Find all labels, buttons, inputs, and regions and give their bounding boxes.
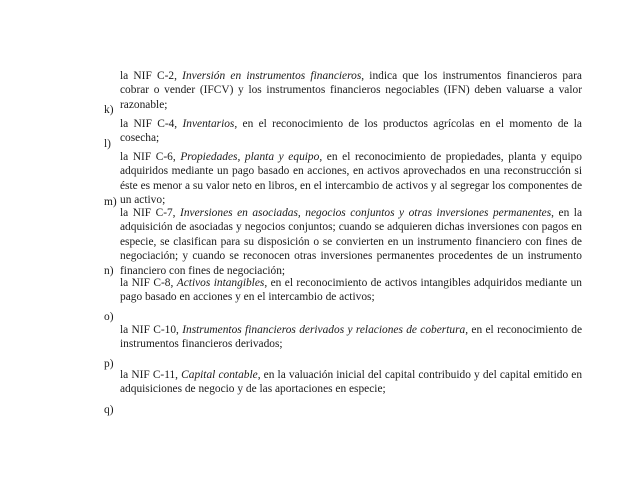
list-letter-o: o) <box>104 311 114 323</box>
list-letter-n: n) <box>104 265 114 277</box>
list-item-n-text <box>120 276 582 305</box>
item-suffix: , en la adquisición de asociadas y negocios conjuntos; cuando se adquieren dichas inversiones con pagos en especie, se clasifican para su disposición o se convierten en un instrumento financiero con fines de negociación; y cuando se reconocen otras inversiones permanentes procedentes de un instrumento financiero con fines de negociación; <box>120 207 582 277</box>
norm-title: Capital contable <box>181 369 258 381</box>
item-prefix: la NIF C-2, <box>120 70 183 82</box>
item-prefix: la NIF C-10, <box>120 324 183 336</box>
list-letter-k: k) <box>104 104 114 116</box>
item-prefix: la NIF C-11, <box>120 369 182 381</box>
item-suffix: , en el reconocimiento de instrumentos financieros derivados; <box>120 324 582 351</box>
list-item-m-text <box>120 206 582 278</box>
list-letter-l: l) <box>104 138 111 150</box>
item-prefix: la NIF C-4, <box>120 118 183 130</box>
item-prefix: la NIF C-7, <box>120 207 181 219</box>
list-item-p-text <box>120 368 582 397</box>
item-suffix: , en el reconocimiento de los productos agrícolas en el momento de la cosecha; <box>120 118 582 145</box>
list-letter-p: p) <box>104 358 114 370</box>
list-item-j-text <box>120 69 582 112</box>
item-suffix: , indica que los instrumentos financieros para cobrar o vender (IFCV) y los instrumentos financieros negociables (IFN) deben valuarse a valor razonable; <box>120 70 582 111</box>
item-suffix: , en la valuación inicial del capital contribuido y del capital emitido en adquisiciones de negocio y de las aportaciones en especie; <box>120 369 583 396</box>
item-prefix: la NIF C-8, <box>120 277 177 289</box>
norm-title: Propiedades, planta y equipo <box>180 151 320 163</box>
norm-title: Inversiones en asociadas, negocios conjuntos y otras inversiones permanentes <box>180 207 552 219</box>
norm-title: Inventarios <box>182 118 235 130</box>
item-prefix: la NIF C-6, <box>120 151 181 163</box>
list-letter-m: m) <box>104 196 117 208</box>
list-item-l-text <box>120 150 582 208</box>
norm-title: Inversión en instrumentos financieros <box>182 70 362 82</box>
list-item-k-text <box>120 117 582 146</box>
item-suffix: , en el reconocimiento de propiedades, planta y equipo adquiridos mediante un pago basado en acciones, en activos aprovechados en una reconstrucción si éste es menor a su valor neto en libros, en el intercambio de activos y al segregar los componentes de un activo; <box>120 151 582 207</box>
item-suffix: , en el reconocimiento de activos intangibles adquiridos mediante un pago basado en acciones y en el intercambio de activos; <box>120 277 582 304</box>
norm-title: Activos intangibles <box>176 277 265 289</box>
list-item-o-text <box>120 323 582 352</box>
list-letter-q: q) <box>104 404 114 416</box>
norm-title: Instrumentos financieros derivados y relaciones de cobertura <box>182 324 466 336</box>
